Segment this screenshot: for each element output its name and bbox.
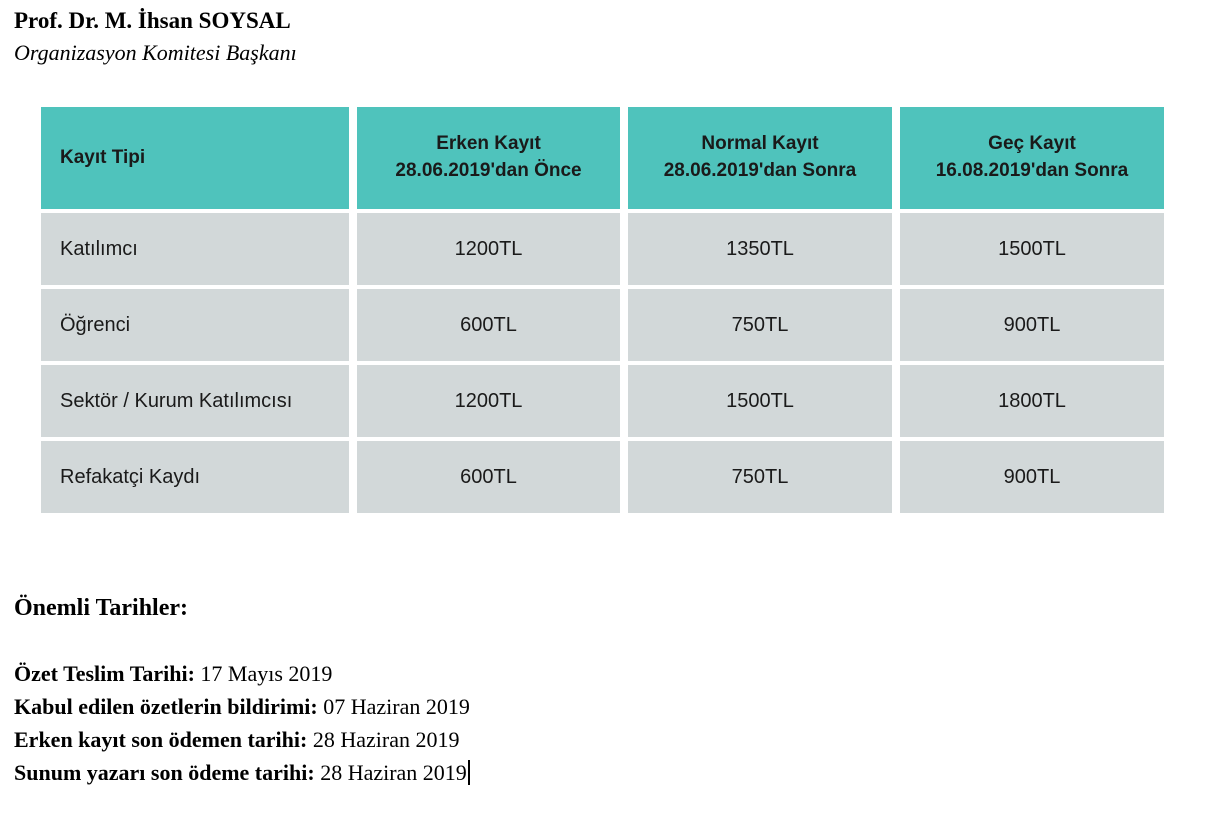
date-line-sunum-yazari-odeme <box>14 760 470 786</box>
date-label: Özet Teslim Tarihi: <box>14 661 195 686</box>
cell-row1-normal: 1350TL <box>628 213 892 285</box>
date-value: 17 Mayıs 2019 <box>200 661 333 686</box>
cell-row3-normal: 1500TL <box>628 365 892 437</box>
author-name: Prof. Dr. M. İhsan SOYSAL <box>14 8 291 33</box>
cell-row2-gec: 900TL <box>900 289 1164 361</box>
cell-row1-kayit-tipi: Katılımcı <box>41 213 349 285</box>
header-cell-kayit-tipi <box>41 107 349 209</box>
date-line-erken-kayit-odeme <box>14 727 459 753</box>
cell-row1-gec: 1500TL <box>900 213 1164 285</box>
date-label: Kabul edilen özetlerin bildirimi: <box>14 694 318 719</box>
cell-row3-kayit-tipi: Sektör / Kurum Katılımcısı <box>41 365 349 437</box>
header-cell-normal-kayit <box>628 107 892 209</box>
cell-row2-erken: 600TL <box>357 289 620 361</box>
date-value: 07 Haziran 2019 <box>323 694 470 719</box>
header-cell-erken-kayit <box>357 107 620 209</box>
important-dates-heading: Önemli Tarihler: <box>14 595 188 621</box>
date-label: Sunum yazarı son ödeme tarihi: <box>14 760 315 785</box>
date-value: 28 Haziran 2019 <box>320 760 467 785</box>
cell-row2-normal: 750TL <box>628 289 892 361</box>
header-cell-gec-kayit <box>900 107 1164 209</box>
text-cursor <box>468 760 470 785</box>
header-label: Kayıt Tipi <box>60 146 146 168</box>
date-line-kabul-bildirimi <box>14 694 470 720</box>
cell-row4-kayit-tipi: Refakatçi Kaydı <box>41 441 349 513</box>
header-label-line1: Erken Kayıt <box>436 133 541 155</box>
date-label: Erken kayıt son ödemen tarihi: <box>14 727 308 752</box>
cell-row1-erken: 1200TL <box>357 213 620 285</box>
cell-row4-erken: 600TL <box>357 441 620 513</box>
cell-row4-normal: 750TL <box>628 441 892 513</box>
cell-row4-gec: 900TL <box>900 441 1164 513</box>
header-label-line1: Normal Kayıt <box>701 133 819 155</box>
header-label-line2: 16.08.2019'dan Sonra <box>935 160 1129 181</box>
cell-row3-gec: 1800TL <box>900 365 1164 437</box>
header-label-line1: Geç Kayıt <box>988 133 1076 155</box>
registration-fee-table <box>41 107 1164 513</box>
header-label-line2: 28.06.2019'dan Sonra <box>663 160 857 181</box>
date-value: 28 Haziran 2019 <box>312 727 460 752</box>
date-line-ozet-teslim <box>14 661 332 687</box>
header-label-line2: 28.06.2019'dan Önce <box>395 160 582 181</box>
cell-row3-erken: 1200TL <box>357 365 620 437</box>
cell-row2-kayit-tipi: Öğrenci <box>41 289 349 361</box>
author-title: Organizasyon Komitesi Başkanı <box>14 40 297 65</box>
